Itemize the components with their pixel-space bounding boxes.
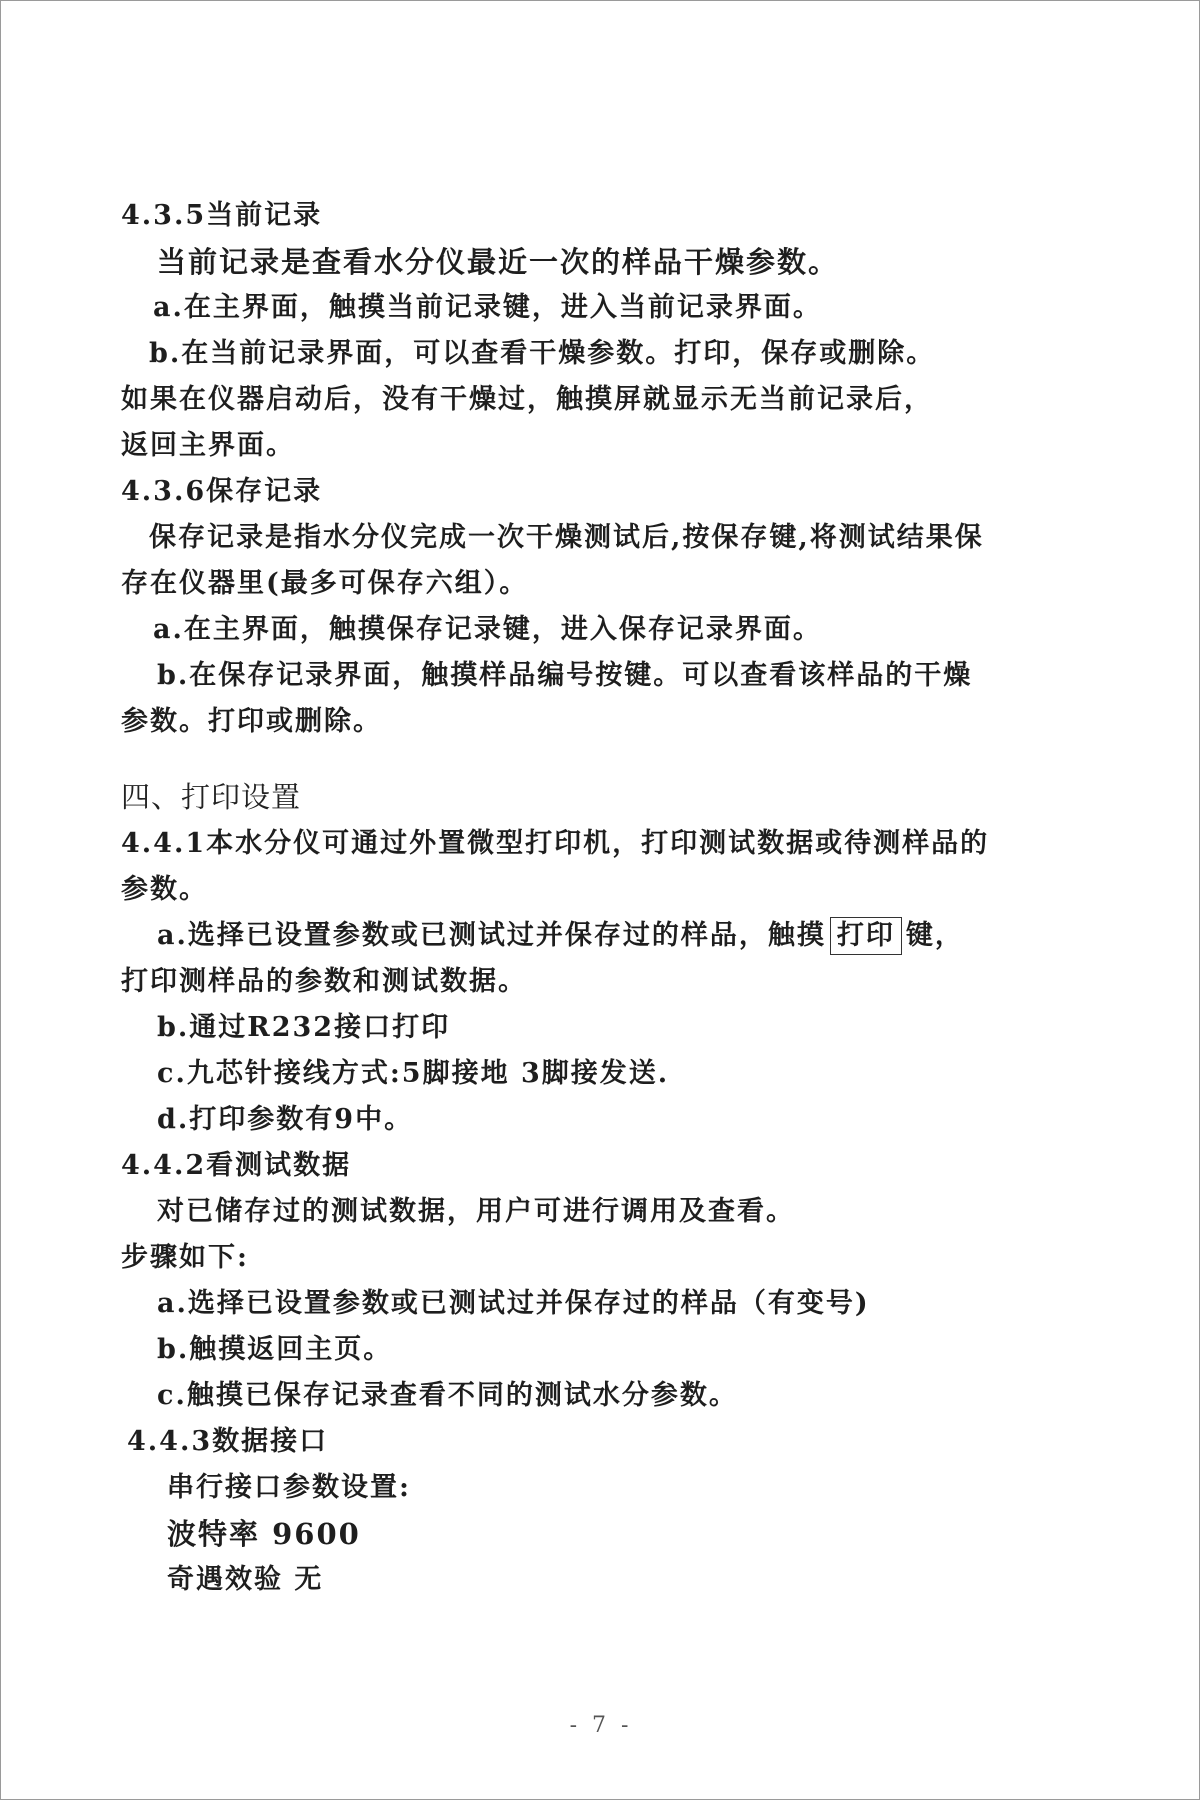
heading-4-3-5: 4.3.5当前记录	[121, 200, 323, 231]
step-current-record-b-cont-1: 如果在仪器启动后，没有干燥过，触摸屏就显示无当前记录后，	[121, 384, 933, 415]
step-print-a-text: a.选择已设置参数或已测试过并保存过的样品，触摸	[157, 920, 826, 951]
page-number: - 7 -	[569, 1713, 633, 1738]
step-print-a-suffix: 键，	[905, 920, 964, 951]
step-current-record-b-cont-2: 返回主界面。	[121, 430, 295, 461]
print-key-label: 打印	[830, 917, 902, 955]
steps-label: 步骤如下:	[121, 1242, 249, 1273]
paragraph-save-record-intro-cont: 存在仪器里(最多可保存六组）。	[121, 568, 529, 599]
section-title-print-settings: 四、打印设置	[121, 780, 302, 814]
heading-4-4-2: 4.4.2看测试数据	[121, 1150, 352, 1181]
step-print-b: b.通过R232接口打印	[157, 1012, 451, 1043]
paragraph-save-record-intro: 保存记录是指水分仪完成一次干燥测试后,按保存键,将测试结果保	[149, 522, 984, 553]
page-content	[121, 193, 1101, 1603]
step-save-record-a: a.在主界面，触摸保存记录键，进入保存记录界面。	[153, 614, 822, 645]
parity-setting: 奇遇效验 无	[167, 1564, 324, 1595]
step-save-record-b-cont: 参数。打印或删除。	[121, 706, 382, 737]
heading-4-4-1: 4.4.1本水分仪可通过外置微型打印机，打印测试数据或待测样品的	[121, 828, 990, 859]
step-print-a	[121, 913, 1101, 959]
paragraph-current-record-intro: 当前记录是查看水分仪最近一次的样品干燥参数。	[157, 245, 840, 279]
step-current-record-b: b.在当前记录界面，可以查看干燥参数。打印，保存或删除。	[149, 338, 936, 369]
step-print-d: d.打印参数有9中。	[157, 1104, 414, 1135]
heading-4-4-3: 4.4.3数据接口	[127, 1426, 329, 1457]
baud-rate-setting: 波特率 9600	[167, 1517, 361, 1551]
step-print-c: c.九芯针接线方式:5脚接地 3脚接发送.	[157, 1058, 670, 1089]
step-print-a-cont: 打印测样品的参数和测试数据。	[121, 966, 527, 997]
paragraph-view-data-intro: 对已储存过的测试数据，用户可进行调用及查看。	[157, 1196, 795, 1227]
step-save-record-b: b.在保存记录界面，触摸样品编号按键。可以查看该样品的干燥	[157, 660, 973, 691]
heading-4-3-6: 4.3.6保存记录	[121, 476, 323, 507]
step-view-c: c.触摸已保存记录查看不同的测试水分参数。	[157, 1380, 738, 1411]
heading-4-4-1-cont: 参数。	[121, 874, 208, 905]
serial-settings-label: 串行接口参数设置:	[167, 1472, 411, 1503]
step-current-record-a: a.在主界面，触摸当前记录键，进入当前记录界面。	[153, 292, 822, 323]
step-view-a: a.选择已设置参数或已测试过并保存过的样品（有变号)	[157, 1288, 870, 1319]
step-view-b: b.触摸返回主页。	[157, 1334, 393, 1365]
